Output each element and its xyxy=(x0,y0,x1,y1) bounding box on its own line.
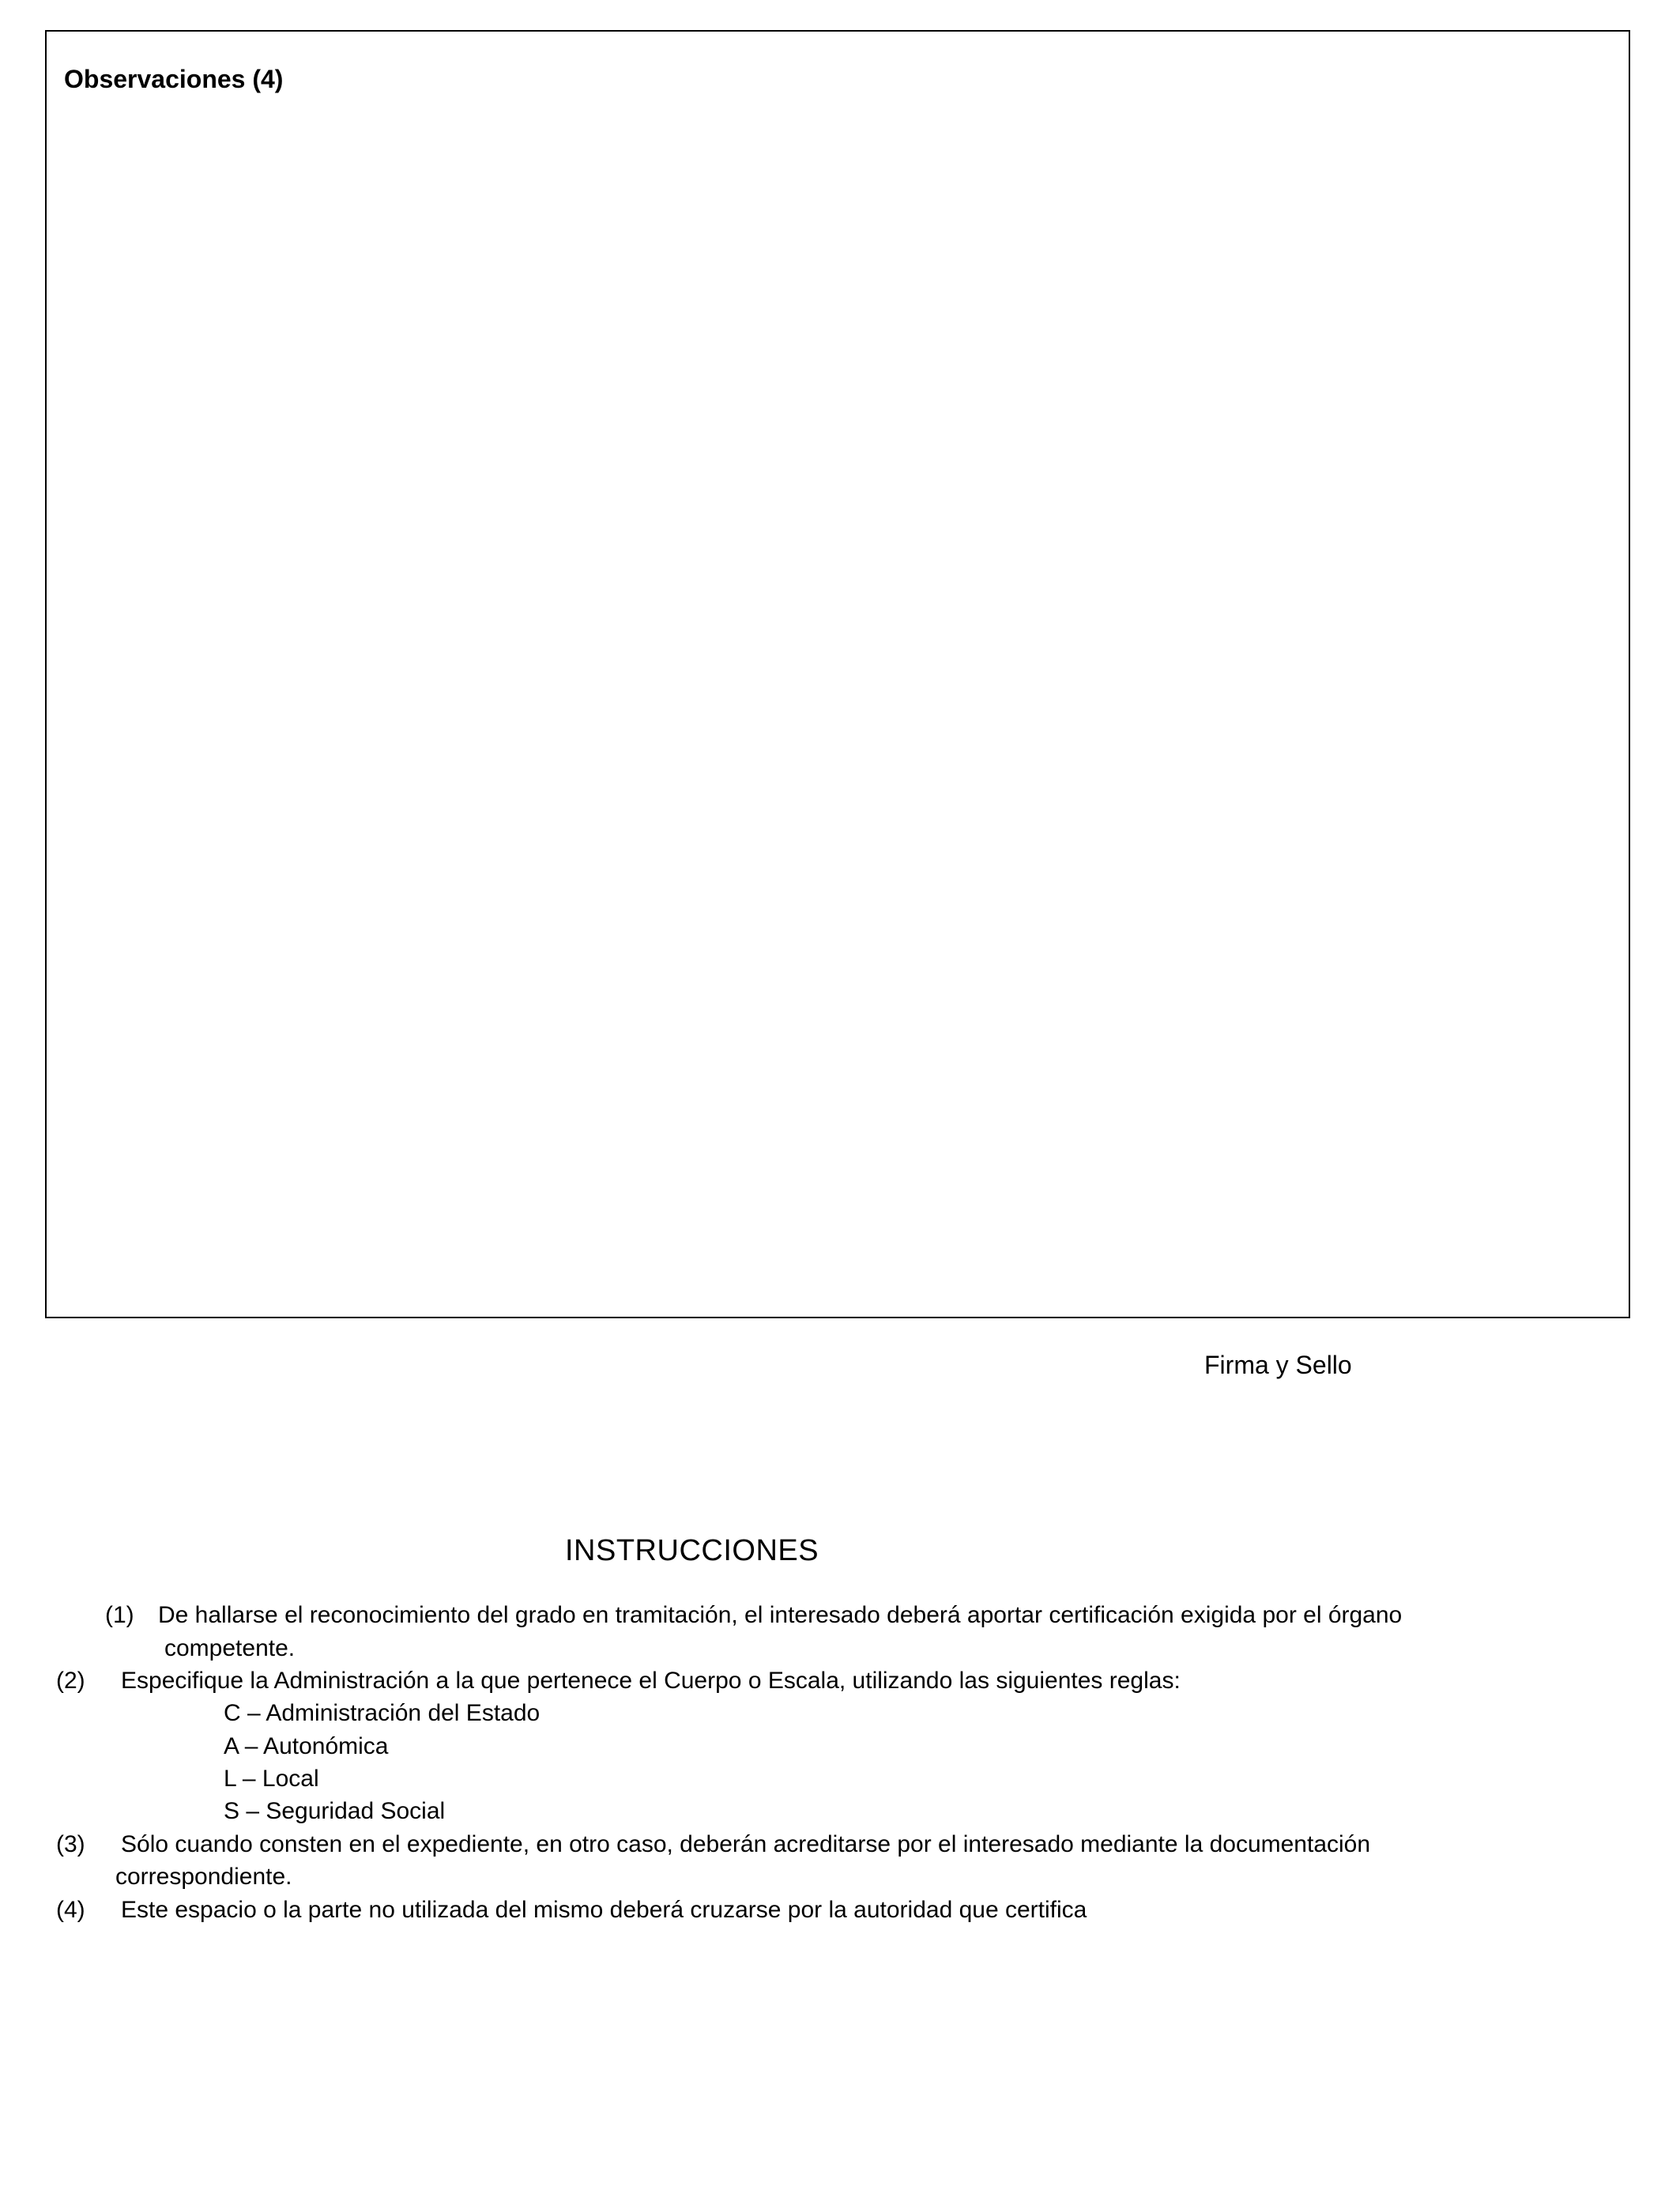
code-item: C – Administración del Estado xyxy=(224,1700,541,1726)
code-item: S – Seguridad Social xyxy=(224,1798,446,1824)
instruction-number: (3) xyxy=(56,1831,85,1857)
instruction-continuation: correspondiente. xyxy=(115,1864,292,1890)
signature-label: Firma y Sello xyxy=(1204,1351,1352,1379)
instruction-number: (4) xyxy=(56,1897,85,1923)
instruction-text: Sólo cuando consten en el expediente, en otro caso, deberán acreditarse por el interesado mediante la documentación xyxy=(121,1831,1371,1857)
instruction-number: (1) xyxy=(105,1602,134,1628)
code-item: L – Local xyxy=(224,1766,319,1792)
instruction-text: Especifique la Administración a la que pertenece el Cuerpo o Escala, utilizando las siguientes reglas: xyxy=(121,1668,1181,1694)
instruction-text: Este espacio o la parte no utilizada del mismo deberá cruzarse por la autoridad que certifica xyxy=(121,1897,1087,1923)
code-item: A – Autonómica xyxy=(224,1733,389,1759)
instruction-continuation: competente. xyxy=(164,1635,296,1661)
instruction-text: De hallarse el reconocimiento del grado en tramitación, el interesado deberá aportar certificación exigida por el órgano xyxy=(158,1602,1403,1628)
observaciones-title: Observaciones (4) xyxy=(64,65,284,93)
instructions-title: INSTRUCCIONES xyxy=(565,1534,819,1567)
observaciones-box xyxy=(45,30,1630,1318)
instruction-number: (2) xyxy=(56,1668,85,1694)
